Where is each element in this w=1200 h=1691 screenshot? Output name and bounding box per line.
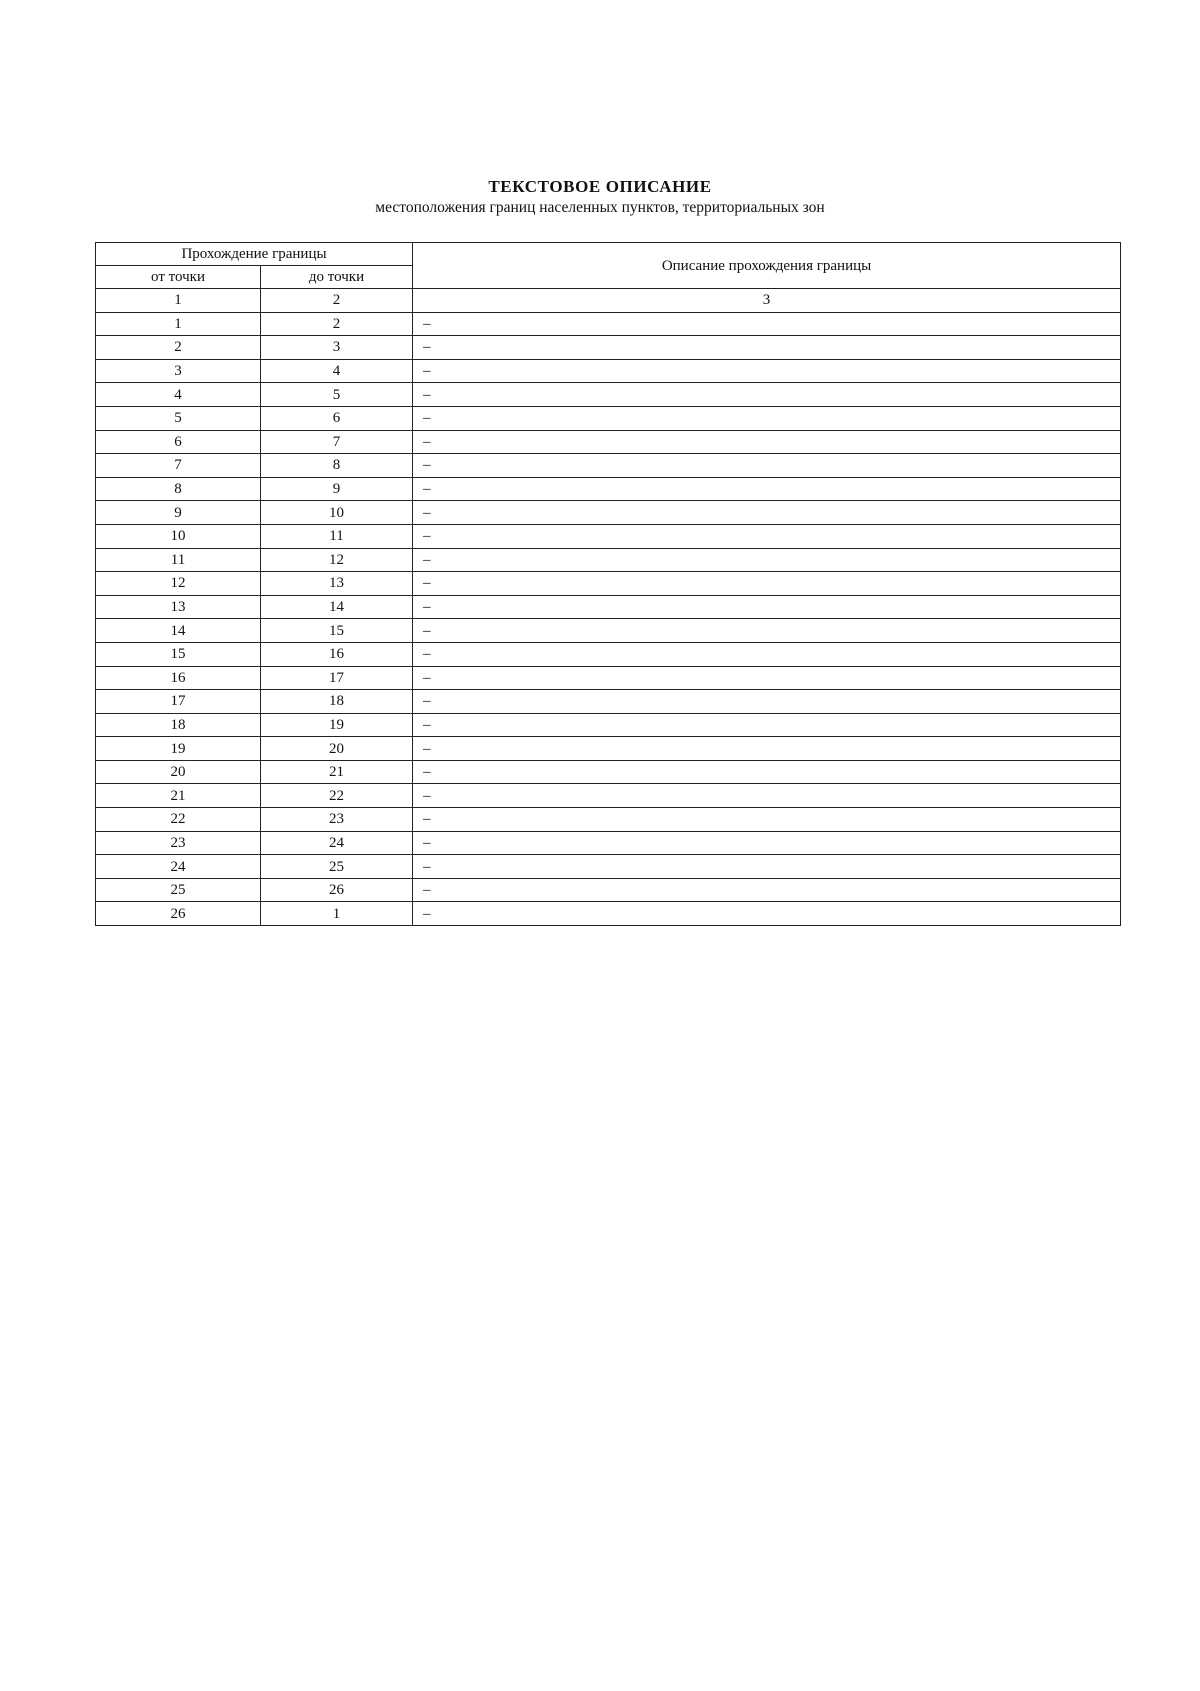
from-point-cell: 20	[96, 760, 261, 784]
table-row	[96, 902, 1121, 926]
from-point-cell: 3	[96, 359, 261, 383]
table-row	[96, 383, 1121, 407]
table-row	[96, 619, 1121, 643]
description-cell: –	[413, 524, 1121, 548]
table-row	[96, 312, 1121, 336]
description-cell: –	[413, 713, 1121, 737]
column-number-3: 3	[413, 289, 1121, 313]
to-point-cell: 20	[261, 737, 413, 761]
to-point-cell: 10	[261, 501, 413, 525]
description-cell: –	[413, 855, 1121, 879]
from-point-cell: 10	[96, 524, 261, 548]
table-body	[96, 312, 1121, 925]
table-row	[96, 595, 1121, 619]
description-cell: –	[413, 359, 1121, 383]
description-cell: –	[413, 737, 1121, 761]
to-point-cell: 17	[261, 666, 413, 690]
from-point-cell: 15	[96, 642, 261, 666]
description-cell: –	[413, 642, 1121, 666]
description-cell: –	[413, 336, 1121, 360]
to-point-cell: 22	[261, 784, 413, 808]
from-point-cell: 6	[96, 430, 261, 454]
description-cell: –	[413, 572, 1121, 596]
table-row	[96, 524, 1121, 548]
column-number-2: 2	[261, 289, 413, 313]
header-to-point: до точки	[261, 266, 413, 289]
from-point-cell: 7	[96, 454, 261, 478]
from-point-cell: 24	[96, 855, 261, 879]
from-point-cell: 9	[96, 501, 261, 525]
to-point-cell: 15	[261, 619, 413, 643]
description-cell: –	[413, 831, 1121, 855]
from-point-cell: 19	[96, 737, 261, 761]
table-row	[96, 642, 1121, 666]
description-cell: –	[413, 501, 1121, 525]
table-row	[96, 737, 1121, 761]
to-point-cell: 7	[261, 430, 413, 454]
table-row	[96, 454, 1121, 478]
description-cell: –	[413, 406, 1121, 430]
to-point-cell: 12	[261, 548, 413, 572]
description-cell: –	[413, 666, 1121, 690]
description-cell: –	[413, 902, 1121, 926]
from-point-cell: 26	[96, 902, 261, 926]
table-row	[96, 878, 1121, 902]
description-cell: –	[413, 477, 1121, 501]
to-point-cell: 14	[261, 595, 413, 619]
from-point-cell: 12	[96, 572, 261, 596]
table-row	[96, 359, 1121, 383]
from-point-cell: 21	[96, 784, 261, 808]
to-point-cell: 18	[261, 690, 413, 714]
header-boundary-description: Описание прохождения границы	[413, 243, 1121, 289]
from-point-cell: 25	[96, 878, 261, 902]
document-header	[0, 177, 1200, 218]
table-row	[96, 808, 1121, 832]
table-row	[96, 548, 1121, 572]
from-point-cell: 23	[96, 831, 261, 855]
table-row	[96, 406, 1121, 430]
to-point-cell: 9	[261, 477, 413, 501]
to-point-cell: 4	[261, 359, 413, 383]
to-point-cell: 19	[261, 713, 413, 737]
from-point-cell: 5	[96, 406, 261, 430]
from-point-cell: 18	[96, 713, 261, 737]
description-cell: –	[413, 878, 1121, 902]
table-row	[96, 690, 1121, 714]
table-row	[96, 784, 1121, 808]
to-point-cell: 11	[261, 524, 413, 548]
boundary-description-table	[95, 242, 1121, 926]
to-point-cell: 6	[261, 406, 413, 430]
description-cell: –	[413, 619, 1121, 643]
description-cell: –	[413, 383, 1121, 407]
table-row	[96, 713, 1121, 737]
from-point-cell: 8	[96, 477, 261, 501]
table-row	[96, 430, 1121, 454]
to-point-cell: 16	[261, 642, 413, 666]
table-row	[96, 336, 1121, 360]
description-cell: –	[413, 430, 1121, 454]
from-point-cell: 1	[96, 312, 261, 336]
column-number-1: 1	[96, 289, 261, 313]
description-cell: –	[413, 312, 1121, 336]
header-from-point: от точки	[96, 266, 261, 289]
description-cell: –	[413, 808, 1121, 832]
description-cell: –	[413, 548, 1121, 572]
table-row	[96, 666, 1121, 690]
from-point-cell: 2	[96, 336, 261, 360]
to-point-cell: 3	[261, 336, 413, 360]
from-point-cell: 11	[96, 548, 261, 572]
description-cell: –	[413, 784, 1121, 808]
from-point-cell: 22	[96, 808, 261, 832]
from-point-cell: 16	[96, 666, 261, 690]
from-point-cell: 4	[96, 383, 261, 407]
description-cell: –	[413, 595, 1121, 619]
to-point-cell: 8	[261, 454, 413, 478]
to-point-cell: 13	[261, 572, 413, 596]
to-point-cell: 2	[261, 312, 413, 336]
to-point-cell: 23	[261, 808, 413, 832]
table-row	[96, 501, 1121, 525]
from-point-cell: 14	[96, 619, 261, 643]
table-row	[96, 831, 1121, 855]
header-boundary-passage: Прохождение границы	[96, 243, 413, 266]
to-point-cell: 26	[261, 878, 413, 902]
to-point-cell: 21	[261, 760, 413, 784]
to-point-cell: 5	[261, 383, 413, 407]
to-point-cell: 1	[261, 902, 413, 926]
to-point-cell: 24	[261, 831, 413, 855]
description-cell: –	[413, 454, 1121, 478]
description-cell: –	[413, 760, 1121, 784]
document-subtitle: местоположения границ населенных пунктов, территориальных зон	[375, 199, 825, 216]
from-point-cell: 13	[96, 595, 261, 619]
description-cell: –	[413, 690, 1121, 714]
table-row	[96, 572, 1121, 596]
table-row	[96, 855, 1121, 879]
table-row	[96, 477, 1121, 501]
from-point-cell: 17	[96, 690, 261, 714]
document-title: ТЕКСТОВОЕ ОПИСАНИЕ	[488, 177, 712, 196]
table-row	[96, 760, 1121, 784]
to-point-cell: 25	[261, 855, 413, 879]
